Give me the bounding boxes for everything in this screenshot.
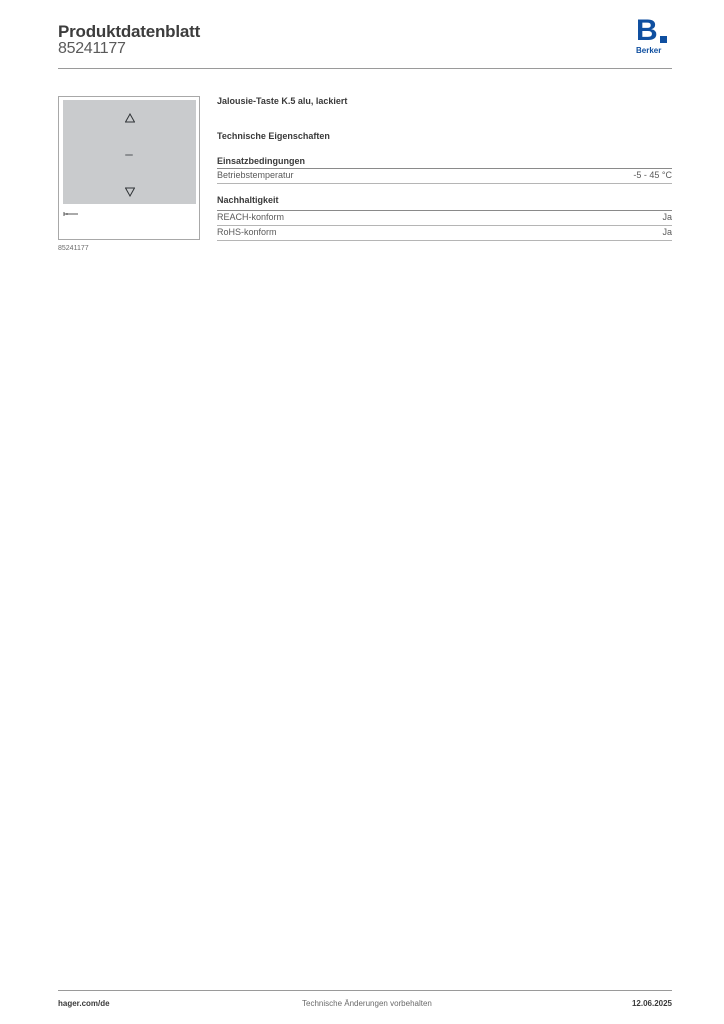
table-row — [217, 226, 672, 241]
section-title: Technische Eigenschaften — [217, 131, 330, 141]
arrow-down-icon — [125, 187, 135, 197]
product-plate — [63, 100, 196, 204]
document-number: 85241177 — [58, 40, 126, 57]
logo-text: Berker — [636, 46, 662, 55]
footer-website: hager.com/de — [58, 999, 110, 1008]
scale-icon — [63, 211, 79, 217]
group-title-einsatzbedingungen: Einsatzbedingungen — [217, 156, 306, 166]
document-title: Produktdatenblatt — [58, 22, 201, 41]
footer-divider — [58, 990, 672, 991]
footer-date: 12.06.2025 — [631, 999, 672, 1008]
product-image — [58, 96, 200, 240]
group-title-nachhaltigkeit: Nachhaltigkeit — [217, 195, 279, 205]
berker-logo — [636, 16, 672, 56]
row-value: -5 - 45 °C — [633, 170, 672, 180]
image-caption: 85241177 — [58, 245, 89, 252]
row-label: RoHS-konform — [217, 227, 277, 237]
logo-letter: B — [636, 14, 657, 47]
row-value: Ja — [662, 227, 672, 237]
logo-dot — [660, 36, 667, 43]
row-label: Betriebstemperatur — [217, 170, 294, 180]
header-divider — [58, 68, 672, 69]
page-header — [58, 14, 672, 70]
row-value: Ja — [662, 212, 672, 222]
table-row — [217, 169, 672, 184]
product-name: Jalousie-Taste K.5 alu, lackiert — [217, 96, 348, 106]
row-label: REACH-konform — [217, 212, 285, 222]
footer-notice: Technische Änderungen vorbehalten — [302, 999, 432, 1008]
dash-icon — [125, 154, 133, 156]
table-row — [217, 211, 672, 226]
arrow-up-icon — [125, 113, 135, 123]
